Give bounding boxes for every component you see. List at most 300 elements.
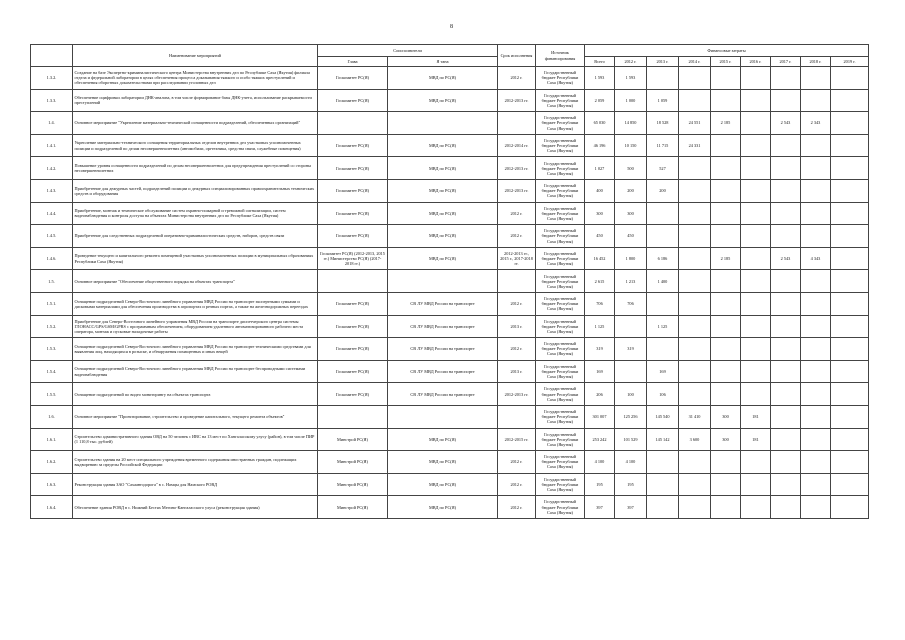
row-year-value — [771, 383, 801, 406]
row-term: 2012 г. — [498, 202, 536, 225]
row-year-value — [771, 360, 801, 383]
row-name: Оснащение подразделений Северо-Восточного линейного управления МВД России на транспорте техническими средствами для выявления лиц, находящихся в розыске, и обнаружения похищенных и иных вещей — [73, 338, 318, 361]
row-year-value: 106 — [647, 383, 679, 406]
row-source: Государственный бюджет Республики Саха (Якутия) — [536, 112, 585, 135]
row-exec-1: Госкомитет РС(Я) — [318, 202, 388, 225]
row-total: 46 196 — [585, 134, 615, 157]
row-term: 2012-2015 гг. — [498, 428, 536, 451]
row-year-value — [647, 338, 679, 361]
row-exec-2: МВД по РС(Я) — [388, 428, 498, 451]
row-source: Государственный бюджет Республики Саха (Якутия) — [536, 292, 585, 315]
row-year-value: 4 343 — [801, 247, 831, 270]
row-year-value: 100 — [615, 383, 647, 406]
row-exec-2 — [388, 270, 498, 293]
row-year-value — [831, 405, 869, 428]
row-year-value: 2 343 — [801, 112, 831, 135]
row-total: 319 — [585, 338, 615, 361]
header-total: Всего — [585, 57, 615, 67]
table-row — [31, 89, 869, 112]
row-source: Государственный бюджет Республики Саха (Якутия) — [536, 89, 585, 112]
row-exec-1: Госкомитет РС(Я) — [318, 157, 388, 180]
row-year-value — [801, 338, 831, 361]
row-name: Основное мероприятие "Проектирование, строительство и проведение капитального, текущего ремонта объектов" — [73, 405, 318, 428]
table-row — [31, 247, 869, 270]
row-exec-2: МВД по РС(Я) — [388, 179, 498, 202]
row-year-value: 300 — [711, 405, 741, 428]
row-year-value — [647, 292, 679, 315]
row-exec-2: МВД по РС(Я) — [388, 473, 498, 496]
row-exec-2 — [388, 112, 498, 135]
table-row — [31, 202, 869, 225]
row-term: 2012-2013 гг., 2015 г., 2017-2018 гг. — [498, 247, 536, 270]
row-name: Основное мероприятие "Обеспечение общественного порядка на объектах транспорта" — [73, 270, 318, 293]
row-exec-2: СВ ЛУ МВД России на транспорте — [388, 292, 498, 315]
row-exec-2: МВД по РС(Я) — [388, 67, 498, 90]
row-year-value: 125 256 — [615, 405, 647, 428]
table-row — [31, 179, 869, 202]
row-year-value — [741, 360, 771, 383]
row-exec-1: Госкомитет РС(Я) (2012-2013, 2015 гг.) Министерство РС(Я) (2017-2018 гг.) — [318, 247, 388, 270]
row-total: 4 100 — [585, 451, 615, 474]
row-year-value — [771, 315, 801, 338]
row-year-value: 14 850 — [615, 112, 647, 135]
row-year-value — [679, 202, 711, 225]
row-year-value — [741, 179, 771, 202]
row-term: 2012 г. — [498, 496, 536, 519]
row-number: 1.4. — [31, 112, 73, 135]
header-exec-2: Я тана — [388, 57, 498, 67]
row-year-value — [679, 247, 711, 270]
row-year-value: 4 100 — [615, 451, 647, 474]
row-number: 1.4.6. — [31, 247, 73, 270]
row-year-value — [831, 112, 869, 135]
header-num — [31, 45, 73, 67]
row-total: 206 — [585, 383, 615, 406]
row-year-value: 18 528 — [647, 112, 679, 135]
row-year-value — [801, 67, 831, 90]
row-year-value — [801, 179, 831, 202]
row-exec-2: МВД по РС(Я) — [388, 225, 498, 248]
table-row — [31, 383, 869, 406]
row-number: 1.4.1. — [31, 134, 73, 157]
row-number: 1.3.3. — [31, 89, 73, 112]
table-row — [31, 451, 869, 474]
row-exec-2: СВ ЛУ МВД России на транспорте — [388, 383, 498, 406]
row-year-value — [771, 89, 801, 112]
row-year-value — [711, 270, 741, 293]
row-exec-1: Госкомитет РС(Я) — [318, 134, 388, 157]
row-year-value — [801, 89, 831, 112]
row-year-value: 706 — [615, 292, 647, 315]
row-year-value — [801, 134, 831, 157]
row-number: 1.4.5. — [31, 225, 73, 248]
row-year-value — [771, 202, 801, 225]
row-year-value: 300 — [615, 202, 647, 225]
row-term: 2013 г. — [498, 360, 536, 383]
row-source: Государственный бюджет Республики Саха (Якутия) — [536, 451, 585, 474]
row-source: Государственный бюджет Республики Саха (Якутия) — [536, 247, 585, 270]
financing-table — [30, 44, 869, 519]
row-term: 2012-2013 гг. — [498, 89, 536, 112]
row-source: Государственный бюджет Республики Саха (Якутия) — [536, 360, 585, 383]
row-year-value — [801, 496, 831, 519]
row-source: Государственный бюджет Республики Саха (Якутия) — [536, 225, 585, 248]
row-number: 1.4.3. — [31, 179, 73, 202]
row-year-value — [711, 473, 741, 496]
table-row — [31, 360, 869, 383]
row-year-value — [711, 225, 741, 248]
row-total: 400 — [585, 179, 615, 202]
row-year-value: 31 410 — [679, 405, 711, 428]
row-exec-2: МВД по РС(Я) — [388, 202, 498, 225]
row-year-value — [801, 428, 831, 451]
row-year-value — [679, 383, 711, 406]
row-year-value: 24 331 — [679, 134, 711, 157]
row-year-value — [679, 315, 711, 338]
row-year-value — [741, 67, 771, 90]
row-year-value — [741, 202, 771, 225]
row-exec-1 — [318, 112, 388, 135]
row-term: 2012 г. — [498, 225, 536, 248]
row-source: Государственный бюджет Республики Саха (Якутия) — [536, 496, 585, 519]
row-year-value — [831, 247, 869, 270]
row-year-value — [831, 360, 869, 383]
row-year-value — [711, 89, 741, 112]
row-year-value — [831, 496, 869, 519]
row-year-value: 181 — [741, 428, 771, 451]
row-name: Обеспечение здания РОВД в с. Нижний Бестях Мегино-Кангаласского улуса (реконструкция здания) — [73, 496, 318, 519]
row-exec-2: МВД по РС(Я) — [388, 451, 498, 474]
row-name: Обеспечение оцифровки лаборатории ДНК-анализа, в том числе формирование базы ДНК-учета, использование раскрываемости преступлений — [73, 89, 318, 112]
header-term: Срок исполнения — [498, 45, 536, 67]
row-name: Приобретение для следственных подразделений оперативно-криминалистических средств, наборов, средств связи — [73, 225, 318, 248]
table-row — [31, 428, 869, 451]
row-year-value — [771, 496, 801, 519]
row-year-value — [741, 89, 771, 112]
row-year-value — [831, 451, 869, 474]
header-year: 2013 г. — [647, 57, 679, 67]
row-year-value: 24 551 — [679, 112, 711, 135]
row-term — [498, 270, 536, 293]
row-year-value — [679, 157, 711, 180]
row-year-value: 10 150 — [615, 134, 647, 157]
row-year-value: 6 186 — [647, 247, 679, 270]
table-row — [31, 405, 869, 428]
row-year-value: 11 715 — [647, 134, 679, 157]
row-year-value — [831, 225, 869, 248]
header-year: 2012 г. — [615, 57, 647, 67]
row-source: Государственный бюджет Республики Саха (Якутия) — [536, 473, 585, 496]
header-year: 2016 г. — [741, 57, 771, 67]
header-exec-1: Глава — [318, 57, 388, 67]
row-year-value — [741, 157, 771, 180]
row-total: 1 027 — [585, 157, 615, 180]
row-exec-2: МВД по РС(Я) — [388, 134, 498, 157]
row-year-value — [831, 270, 869, 293]
row-exec-1: Госкомитет РС(Я) — [318, 315, 388, 338]
row-year-value: 195 — [615, 473, 647, 496]
row-year-value — [711, 383, 741, 406]
table-row — [31, 473, 869, 496]
row-exec-2: МВД по РС(Я) — [388, 89, 498, 112]
row-year-value — [801, 292, 831, 315]
row-number: 1.5.1. — [31, 292, 73, 315]
row-term — [498, 112, 536, 135]
row-name: Оснащение подразделений Северо-Восточного линейного управления МВД России на транспорте экспертными сумками и дисковыми материалами для обеспечения производства в аэропортах и речных портах, а также на железнодорожных переездах — [73, 292, 318, 315]
row-name: Повышение уровня оснащенности подразделений по делам несовершеннолетних для предупреждения преступлений со стороны несовершеннолетних — [73, 157, 318, 180]
row-name: Приобретение, монтаж и техническое обслуживание систем охранно-пожарной и тревожной сигнализации, систем видеонаблюдения и контроля доступа на объектах Министерства внутренних дел по Республике Саха (Якутия) — [73, 202, 318, 225]
row-year-value: 2 543 — [771, 247, 801, 270]
row-exec-1: Госкомитет РС(Я) — [318, 225, 388, 248]
row-term — [498, 405, 536, 428]
row-total: 450 — [585, 225, 615, 248]
row-total: 169 — [585, 360, 615, 383]
row-year-value — [711, 496, 741, 519]
header-year: 2015 г. — [711, 57, 741, 67]
row-year-value: 1 400 — [647, 270, 679, 293]
row-exec-1: Минстрой РС(Я) — [318, 428, 388, 451]
row-year-value: 145 142 — [647, 428, 679, 451]
row-source: Государственный бюджет Республики Саха (Якутия) — [536, 157, 585, 180]
row-year-value — [801, 225, 831, 248]
row-exec-2: СВ ЛУ МВД России на транспорте — [388, 315, 498, 338]
row-total: 2 059 — [585, 89, 615, 112]
row-term: 2012-2013 гг. — [498, 157, 536, 180]
row-year-value — [831, 89, 869, 112]
row-year-value — [801, 473, 831, 496]
row-total: 253 242 — [585, 428, 615, 451]
row-year-value — [647, 225, 679, 248]
row-source: Государственный бюджет Республики Саха (Якутия) — [536, 179, 585, 202]
row-year-value: 1 593 — [615, 67, 647, 90]
row-total: 16 452 — [585, 247, 615, 270]
header-year: 2019 г. — [831, 57, 869, 67]
row-total: 1 125 — [585, 315, 615, 338]
row-year-value: 1 800 — [615, 247, 647, 270]
row-number: 1.6.2. — [31, 451, 73, 474]
row-year-value — [801, 157, 831, 180]
row-total: 301 007 — [585, 405, 615, 428]
table-row — [31, 67, 869, 90]
row-total: 2 615 — [585, 270, 615, 293]
row-year-value: 1 125 — [647, 315, 679, 338]
row-year-value: 319 — [615, 338, 647, 361]
row-source: Государственный бюджет Республики Саха (Якутия) — [536, 270, 585, 293]
row-year-value — [647, 473, 679, 496]
row-year-value — [711, 292, 741, 315]
row-exec-2: СВ ЛУ МВД России на транспорте — [388, 338, 498, 361]
row-exec-1: Госкомитет РС(Я) — [318, 179, 388, 202]
row-source: Государственный бюджет Республики Саха (Якутия) — [536, 405, 585, 428]
row-year-value: 2 185 — [711, 112, 741, 135]
row-year-value — [679, 292, 711, 315]
row-name: Оснащение подразделений Северо-Восточного линейного управления МВД России на транспорте беспроводными системами видеонаблюдения — [73, 360, 318, 383]
row-year-value — [711, 338, 741, 361]
row-total: 195 — [585, 473, 615, 496]
row-year-value — [679, 473, 711, 496]
table-body — [31, 67, 869, 519]
row-year-value — [711, 451, 741, 474]
row-name: Оснащение подразделений по видео мониторингу на объектах транспорта — [73, 383, 318, 406]
row-year-value — [679, 496, 711, 519]
row-exec-2: МВД по РС(Я) — [388, 247, 498, 270]
row-year-value — [615, 315, 647, 338]
row-term: 2012 г. — [498, 338, 536, 361]
row-source: Государственный бюджет Республики Саха (Якутия) — [536, 134, 585, 157]
header-year: 2017 г. — [771, 57, 801, 67]
row-year-value — [711, 360, 741, 383]
table-row — [31, 292, 869, 315]
row-year-value: 181 — [741, 405, 771, 428]
header-year: 2014 г. — [679, 57, 711, 67]
row-year-value — [831, 428, 869, 451]
row-total: 397 — [585, 496, 615, 519]
row-number: 1.4.2. — [31, 157, 73, 180]
row-year-value — [679, 225, 711, 248]
row-number: 1.5.2. — [31, 315, 73, 338]
row-year-value: 3 600 — [679, 428, 711, 451]
table-row — [31, 315, 869, 338]
row-year-value — [801, 202, 831, 225]
row-number: 1.4.4. — [31, 202, 73, 225]
row-year-value — [771, 134, 801, 157]
row-name: Приобретение для Северо-Восточного линейного управления МВД России на транспорте диспетчерского центра системы ГЛОНАСС/GPS/GSM/GPRS с программным обеспечением, оборудованием удаленного автоматизированного рабочего места оператора, монтаж и пусковые наладочные работы — [73, 315, 318, 338]
row-year-value: 500 — [615, 157, 647, 180]
row-year-value — [711, 315, 741, 338]
row-year-value — [831, 338, 869, 361]
row-year-value — [615, 360, 647, 383]
row-year-value — [711, 202, 741, 225]
row-year-value — [679, 338, 711, 361]
row-total: 1 593 — [585, 67, 615, 90]
row-year-value — [771, 157, 801, 180]
row-exec-2: СВ ЛУ МВД России на транспорте — [388, 360, 498, 383]
row-year-value: 527 — [647, 157, 679, 180]
row-source: Государственный бюджет Республики Саха (Якутия) — [536, 202, 585, 225]
row-name: Приобретение для дежурных частей, подразделений полиции и дежурных специализированных правоохранительных технических средств и оборудования — [73, 179, 318, 202]
row-term: 2012 г. — [498, 67, 536, 90]
header-executors: Соисполнители — [318, 45, 498, 57]
row-year-value — [647, 67, 679, 90]
row-name: Строительство административного здания ОВД на 50 человек с ИВС на 13 мест по Хангаласскому улусу (район), в том числе ПИР (1 110,8 тыс. рублей) — [73, 428, 318, 451]
row-year-value: 1 059 — [647, 89, 679, 112]
row-name: Проведение текущего и капитального ремонта помещений участковых уполномоченных полиции в муниципальных образованиях Республики Саха (Якутия) — [73, 247, 318, 270]
header-financing: Финансовые затраты — [585, 45, 869, 57]
row-total: 300 — [585, 202, 615, 225]
row-year-value — [741, 270, 771, 293]
row-year-value — [771, 473, 801, 496]
row-year-value — [679, 67, 711, 90]
row-year-value — [771, 67, 801, 90]
row-year-value — [711, 67, 741, 90]
row-year-value: 450 — [615, 225, 647, 248]
row-exec-1 — [318, 270, 388, 293]
row-year-value: 101 529 — [615, 428, 647, 451]
row-exec-2: МВД по РС(Я) — [388, 157, 498, 180]
row-exec-1: Госкомитет РС(Я) — [318, 67, 388, 90]
row-year-value — [711, 134, 741, 157]
row-exec-1: Госкомитет РС(Я) — [318, 292, 388, 315]
row-term: 2012 г. — [498, 292, 536, 315]
row-number: 1.6.4. — [31, 496, 73, 519]
row-number: 1.5.3. — [31, 338, 73, 361]
row-source: Государственный бюджет Республики Саха (Якутия) — [536, 315, 585, 338]
row-year-value — [679, 360, 711, 383]
row-source: Государственный бюджет Республики Саха (Якутия) — [536, 338, 585, 361]
row-total: 706 — [585, 292, 615, 315]
row-year-value — [771, 225, 801, 248]
row-exec-1: Минстрой РС(Я) — [318, 473, 388, 496]
row-year-value — [647, 496, 679, 519]
row-year-value — [771, 292, 801, 315]
row-year-value — [741, 134, 771, 157]
row-year-value — [771, 428, 801, 451]
row-year-value — [831, 292, 869, 315]
row-year-value — [831, 179, 869, 202]
row-name: Основное мероприятие "Укрепление материально-технической оснащенности подразделений, обеспеченных организаций" — [73, 112, 318, 135]
row-exec-2: МВД по РС(Я) — [388, 496, 498, 519]
row-year-value: 145 540 — [647, 405, 679, 428]
row-year-value — [647, 451, 679, 474]
row-exec-1: Госкомитет РС(Я) — [318, 89, 388, 112]
row-year-value — [741, 451, 771, 474]
row-year-value — [831, 134, 869, 157]
row-term: 2012 г. — [498, 473, 536, 496]
row-year-value — [831, 202, 869, 225]
row-exec-1: Минстрой РС(Я) — [318, 451, 388, 474]
row-year-value: 300 — [711, 428, 741, 451]
row-year-value — [771, 451, 801, 474]
row-exec-1: Госкомитет РС(Я) — [318, 360, 388, 383]
row-year-value — [741, 383, 771, 406]
row-year-value — [711, 179, 741, 202]
row-year-value — [679, 89, 711, 112]
row-year-value: 397 — [615, 496, 647, 519]
row-number: 1.5. — [31, 270, 73, 293]
row-exec-1: Госкомитет РС(Я) — [318, 383, 388, 406]
row-year-value — [647, 202, 679, 225]
header-year: 2018 г. — [801, 57, 831, 67]
row-year-value: 169 — [647, 360, 679, 383]
row-year-value — [741, 338, 771, 361]
row-term: 2012 г. — [498, 451, 536, 474]
row-year-value — [679, 270, 711, 293]
table-row — [31, 112, 869, 135]
row-year-value — [741, 247, 771, 270]
table-row — [31, 496, 869, 519]
row-source: Государственный бюджет Республики Саха (Якутия) — [536, 428, 585, 451]
row-year-value — [741, 292, 771, 315]
row-number: 1.6. — [31, 405, 73, 428]
row-number: 1.6.3. — [31, 473, 73, 496]
row-number: 1.3.2. — [31, 67, 73, 90]
row-year-value — [741, 496, 771, 519]
row-year-value — [831, 383, 869, 406]
header-name: Наименование мероприятий — [73, 45, 318, 67]
row-year-value — [741, 315, 771, 338]
row-exec-1: Госкомитет РС(Я) — [318, 338, 388, 361]
row-term: 2012-2013 гг. — [498, 179, 536, 202]
table-row — [31, 338, 869, 361]
row-year-value — [771, 179, 801, 202]
row-year-value — [801, 383, 831, 406]
row-year-value: 1 000 — [615, 89, 647, 112]
row-year-value — [741, 112, 771, 135]
row-year-value — [771, 338, 801, 361]
row-total: 65 030 — [585, 112, 615, 135]
row-year-value — [831, 473, 869, 496]
row-name: Укрепление материально-технического оснащения территориальных отделов внутренних дел участковых уполномоченных полиции и подразделений по делам несовершеннолетних (автомобили, оргтехника, средства связи, служебные помещения) — [73, 134, 318, 157]
